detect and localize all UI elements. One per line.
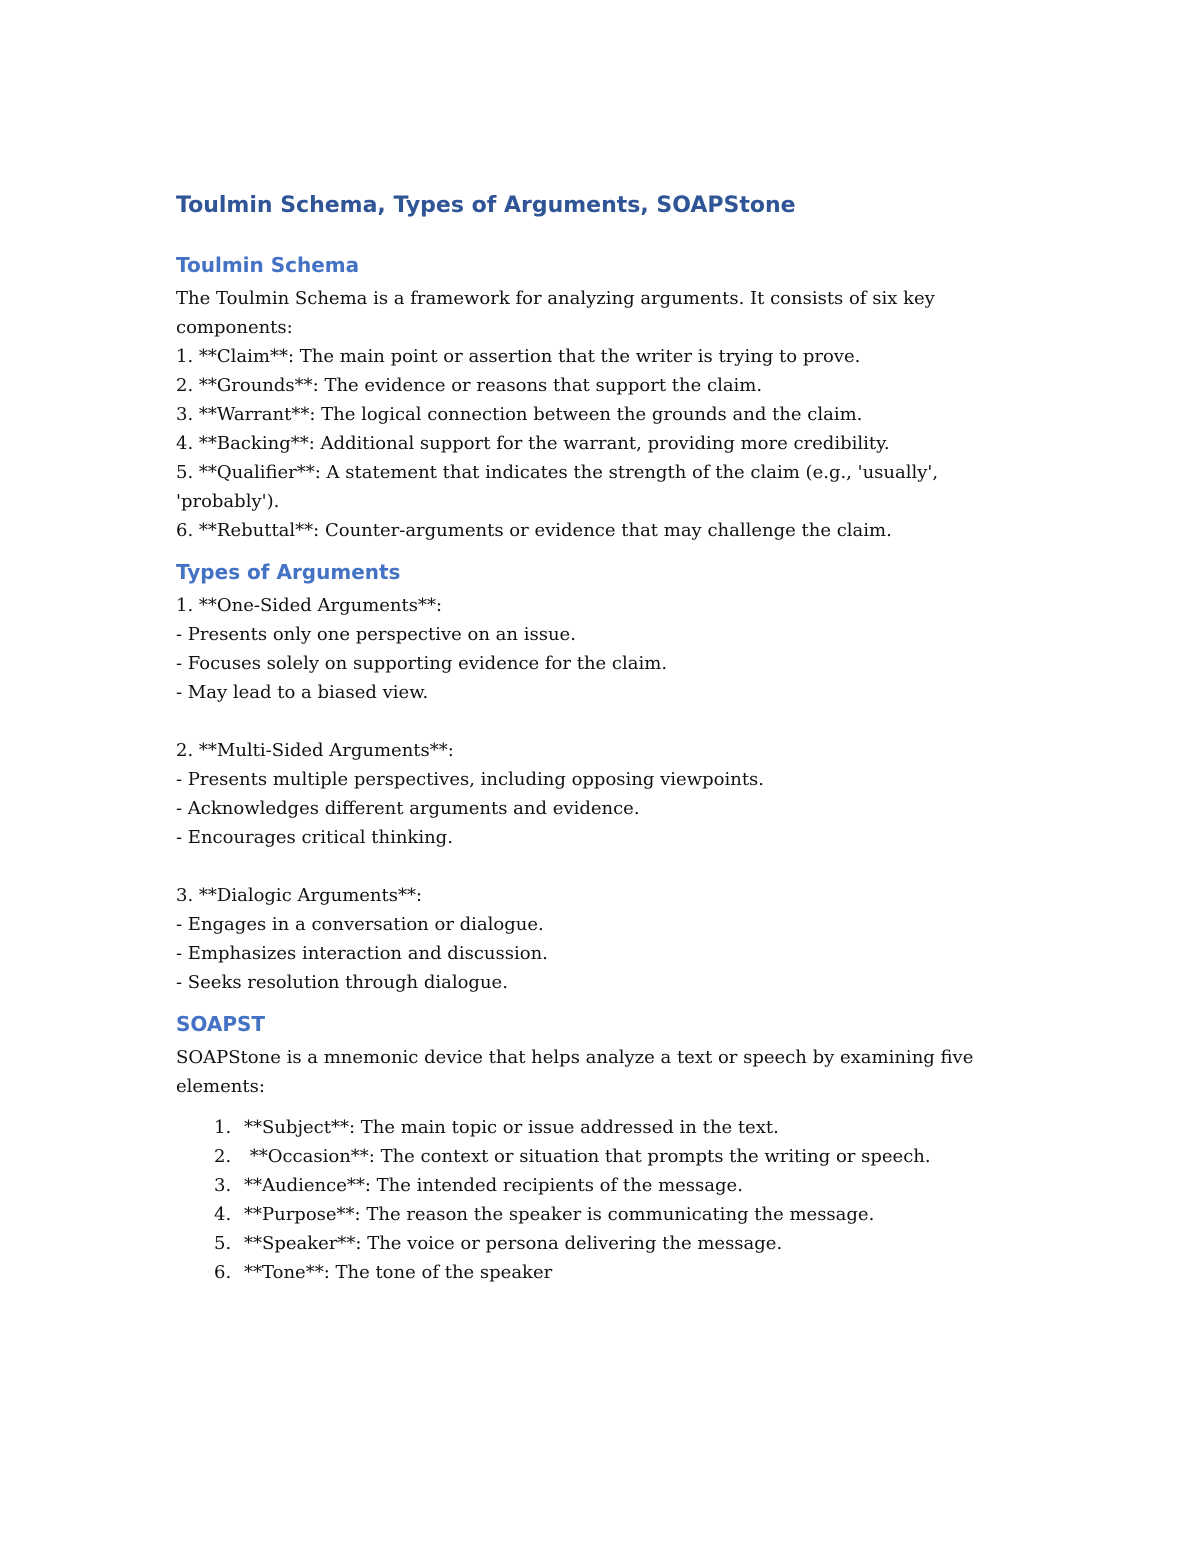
list-number: 1. [214,1117,232,1138]
toulmin-item-backing: 4. **Backing**: Additional support for the warrant, providing more credibility. [176,433,890,454]
argument-point: - Presents multiple perspectives, including opposing viewpoints. [176,769,765,790]
soapst-list [176,1113,1036,1287]
toulmin-heading: Toulmin Schema [176,253,360,277]
soapst-item-audience [176,1171,1036,1200]
argument-group-title: 3. **Dialogic Arguments**: [176,885,423,906]
argument-point: - Seeks resolution through dialogue. [176,972,508,993]
soapst-item-purpose [176,1200,1036,1229]
soapst-section [176,1009,1036,1287]
types-heading: Types of Arguments [176,560,401,584]
argument-point: - Encourages critical thinking. [176,827,453,848]
toulmin-item-claim: 1. **Claim**: The main point or assertion that the writer is trying to prove. [176,346,861,367]
toulmin-item-rebuttal: 6. **Rebuttal**: Counter-arguments or evidence that may challenge the claim. [176,520,892,541]
list-item-text: **Audience**: The intended recipients of the message. [244,1175,743,1196]
soapst-item-speaker [176,1229,1036,1258]
argument-point: - Focuses solely on supporting evidence for the claim. [176,653,668,674]
list-item-text: **Purpose**: The reason the speaker is communicating the message. [244,1204,875,1225]
list-item-text: **Speaker**: The voice or persona delivering the message. [244,1233,783,1254]
argument-group-multi-sided [176,736,1036,852]
list-item-text: **Occasion**: The context or situation that prompts the writing or speech. [244,1146,931,1167]
list-item-text: **Subject**: The main topic or issue addressed in the text. [244,1117,779,1138]
toulmin-item-qualifier: 5. **Qualifier**: A statement that indicates the strength of the claim (e.g., 'usually', 'probably'). [176,462,939,512]
list-number: 3. [214,1175,232,1196]
list-number: 5. [214,1233,232,1254]
list-item-text: **Tone**: The tone of the speaker [244,1262,553,1283]
toulmin-intro: The Toulmin Schema is a framework for analyzing arguments. It consists of six key components: [176,288,935,338]
document-body [176,190,1036,1287]
argument-point: - Presents only one perspective on an issue. [176,624,576,645]
list-number: 6. [214,1262,232,1283]
argument-group-title: 2. **Multi-Sided Arguments**: [176,740,454,761]
argument-group-dialogic [176,881,1036,997]
soapst-item-subject [176,1113,1036,1142]
types-section [176,557,1036,997]
argument-point: - Engages in a conversation or dialogue. [176,914,544,935]
document-title: Toulmin Schema, Types of Arguments, SOAPStone [176,193,796,218]
argument-point: - Acknowledges different arguments and evidence. [176,798,640,819]
list-number: 4. [214,1204,232,1225]
argument-group-one-sided [176,591,1036,707]
toulmin-item-grounds: 2. **Grounds**: The evidence or reasons that support the claim. [176,375,763,396]
list-number: 2. [214,1146,232,1167]
toulmin-section [176,250,1036,545]
soapst-intro: SOAPStone is a mnemonic device that helps analyze a text or speech by examining five elements: [176,1047,974,1097]
soapst-item-tone [176,1258,1036,1287]
toulmin-item-warrant: 3. **Warrant**: The logical connection between the grounds and the claim. [176,404,863,425]
soapst-item-occasion [176,1142,1036,1171]
soapst-heading: SOAPST [176,1012,266,1036]
argument-group-title: 1. **One-Sided Arguments**: [176,595,443,616]
argument-point: - Emphasizes interaction and discussion. [176,943,548,964]
argument-point: - May lead to a biased view. [176,682,429,703]
